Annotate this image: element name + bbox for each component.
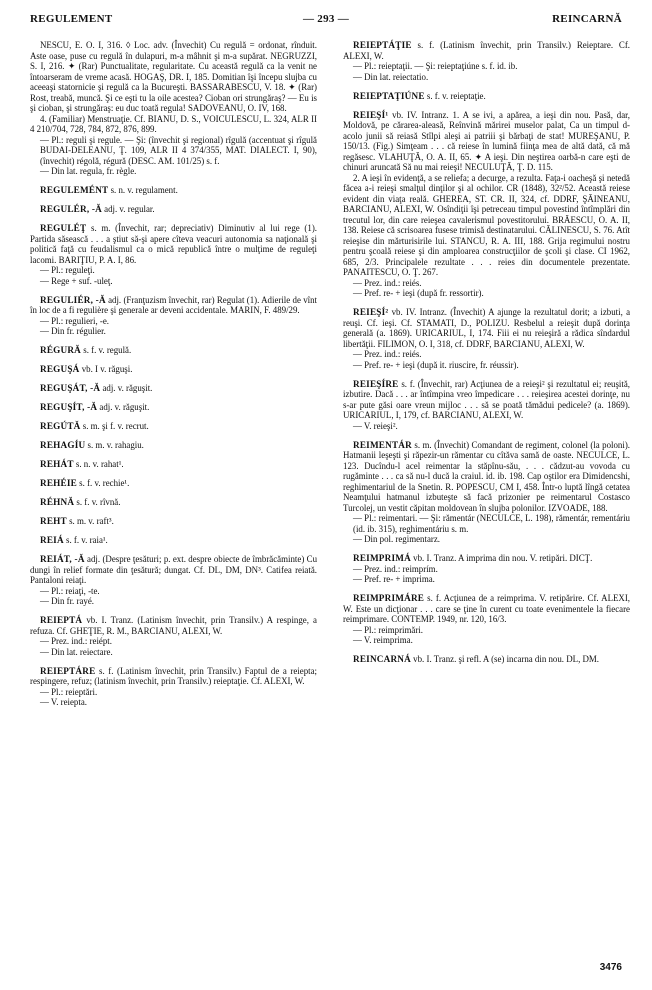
entry-definition-text: adj. (Despre ţesături; p. ext. despre obiecte de îmbrăcăminte) Cu dungi în relief formate din ţesătură; dungat. Cf. DL, DM, DN³. Catifea reiată. Pantaloni reiaţi. xyxy=(30,554,318,585)
entry-grammar-line: — Din fr. régulier. xyxy=(40,326,106,336)
dictionary-entry xyxy=(30,402,317,413)
dictionary-entry xyxy=(30,204,317,215)
entry-headword: REINCARNÁ xyxy=(353,654,411,664)
entry-definition xyxy=(30,383,317,394)
entry-definition-text: s. n. v. regulament. xyxy=(110,185,178,195)
entry-grammar-line: — Pl.: reimprimări. xyxy=(353,624,424,635)
entry-grammar-line: — Pl.: reguleţi. xyxy=(40,265,95,275)
dictionary-entry xyxy=(30,478,317,489)
entry-definition-text: s. f. (Latinism învechit, prin Transilv.) Reieptare. Cf. ALEXI, W. xyxy=(343,40,630,61)
dictionary-entry xyxy=(30,295,317,337)
entry-definition xyxy=(30,440,317,451)
entry-grammar-line: — Pref. re- + ieşi (după it. riuscire, fr. réussir). xyxy=(353,359,519,370)
entry-definition-text: vb. IV. Intranz. 1. A se ivi, a apărea, a ieşi din nou. Pasă, dar, Moldovă, pe cărarea-aleasă, Reînvină mărirei muselor palat, Ca un timpul d-acolo junii să reiasă Stîlpi aleşi ai patriii şi bărbaţi de stat! MUREŞANU, P. 150/13. (Fig.) Simţeam . . . că reiese în lumină fiinţa mea de altă dată, că mă regăsesc. VLAHUŢĂ, O. A. II, 65. ✦ A ieşi. Din neştirea oarbă-n care eşti de chinuri aruncată Să nu mai reieşi! NECULUŢĂ, Ţ. D. 115. xyxy=(343,109,630,172)
entry-definition-text: s. m. v. raft³. xyxy=(69,516,114,526)
entry-definition-text: s. n. v. rahat¹. xyxy=(75,459,124,469)
entry-definition-text: adj. v. răguşit. xyxy=(102,383,153,393)
entry-headword: REIEPTÁ xyxy=(40,615,83,625)
entry-headword: REHT xyxy=(40,516,67,526)
entry-grammar-line: — Pl.: reimentari. — Şi: rămentár (NECULCE, L. 198), rămentár, rementáriu (id. ib. 315), reghimentáriu s. m. xyxy=(353,513,630,534)
entry-grammar-line: — Prez. ind.: reiés. xyxy=(353,277,422,288)
entry-headword: REIEPTÁRE xyxy=(40,665,96,676)
running-header xyxy=(30,7,622,27)
entry-definition xyxy=(30,364,317,375)
entry-definition xyxy=(343,553,630,564)
entry-definition xyxy=(30,516,317,527)
dictionary-entry xyxy=(343,307,630,370)
entry-definition-text: 4. (Familiar) Menstruaţie. Cf. BIANU, D. S., VOICULESCU, L. 324, ALR II 4 210/704, 728, 784, 872, 876, 899. xyxy=(30,113,317,134)
entry-definition xyxy=(30,345,317,356)
entry-definition-text: adj. v. răguşit. xyxy=(99,402,150,412)
entry-definition xyxy=(30,185,317,196)
entry-definition-text: s. m. v. rahagiu. xyxy=(87,440,144,450)
entry-definition-text: adj. v. regular. xyxy=(104,204,155,214)
dictionary-entry xyxy=(30,497,317,508)
entry-headword: REIEŞÍ¹ xyxy=(353,109,389,120)
entry-definition xyxy=(30,497,317,508)
header-left-guideword: REGULEMENT xyxy=(30,13,113,25)
entry-definition-text: s. f. (Latinism învechit, prin Transilv.) Faptul de a reiepta; respingere, refuz; (latinism învechit, prin Transilv.) reieptaţie. Cf. ALEXI, W. xyxy=(30,665,318,686)
entry-definition xyxy=(343,440,630,514)
entry-definition-text: vb. I. Tranz. (Latinism învechit, prin Transilv.) A respinge, a refuza. Cf. GHEŢIE, R. M., BARCIANU, ALEXI, W. xyxy=(30,615,317,636)
entry-definition-text: NESCU, E. O. I, 316. ◊ Loc. adv. (Învechit) Cu regulă = ordonat, rînduit. Aste oase, puse cu regulă în dulapuri, m-a mâhnit şi m-a supărat. NEGRUZZI, S. I, 216. ✦ (Rar) Punctualitate, regularitate. Cu această regulă ca la venit ne întoarseram de vreme acasă. HOGAŞ, DR. I, 185. Domitian îşi începu slujba cu aceeaşi statornicie şi regulă ca la Bucureşti. BASSARABESCU, V. 18. ✦ (Rar) Rost, treabă, muncă. Şi ce eşti tu la oile acestea? Cioban ori strungăraş? — Eu is şi cioban, şi strungăraş: eu duc toată regula! SADOVEANU, O. IV, 168. xyxy=(30,40,317,113)
dictionary-entry xyxy=(343,654,630,665)
entry-definition-text: vb. I. Tranz. A imprima din nou. V. retipări. DICŢ. xyxy=(413,553,593,563)
entry-definition-text: s. f. v. rîvnă. xyxy=(76,497,121,507)
entry-headword: REGUŞÁT, -Ă xyxy=(40,383,101,393)
entry-headword: REGULIÉR, -Ă xyxy=(40,294,106,305)
entry-grammar-line: — Pl.: reguli şi regule. — Şi: (învechit şi regional) rîgulă (accentuat şi rîgulă BUDAI-DELEANU, Ţ. 109, ALR II 4 374/355, MAT. DIALECT. I, 90), (învechit) régolă, régură (DESC. AM. 101/25) s. f. xyxy=(40,134,317,166)
entry-definition xyxy=(343,91,630,102)
dictionary-entry xyxy=(343,91,630,102)
entry-definition-text: s. m. (Învechit) Comandant de regiment, colonel (la poloni). Hatmanii leşeşti şi răpezir-un rămentar cu cîtăva samă de oaste. NECULCE, L. 123. Ducîndu-l acel reimentar la stăpînu-său, . . . cădzut-au vovoda cu rugăminte . . . ca să nu-l ducă la craiul. id. ib. 198. Cap oştilor era Dimidencshi, reghimentariul de la Snetin. R. POPESCU, CM I, 458. Într-o luptă lîngă cetatea Neamţului hatmanul izbuteşte să facă prizonier pe reimentarul Costasco Turcolej, un vestit căpitan moldovean în slujba polonilor. IZVOADE, 188. xyxy=(343,439,631,513)
entry-definition-text: vb. I. Tranz. şi refl. A (se) incarna din nou. DL, DM. xyxy=(413,654,600,664)
entry-grammar-line: — V. reiepta. xyxy=(40,697,87,707)
dictionary-entry xyxy=(343,593,630,646)
entry-definition xyxy=(343,40,630,61)
entry-headword: REIÁ xyxy=(40,535,64,545)
entry-headword: REIMPRIMÁ xyxy=(353,553,411,563)
entry-headword: REGÚTĂ xyxy=(40,421,81,431)
dictionary-entry xyxy=(30,615,317,657)
entry-headword: REIÁT, -Ă xyxy=(40,554,85,564)
dictionary-entry xyxy=(343,40,630,82)
entry-definition-text: s. f. v. reieptaţie. xyxy=(426,90,486,101)
entry-headword: RÉGURĂ xyxy=(40,345,82,355)
entry-definition xyxy=(30,535,317,546)
entry-grammar-line: — Pref. re- + imprima. xyxy=(353,574,435,584)
entry-definition xyxy=(30,295,317,316)
entry-grammar-line: — Pref. re- + ieşi (după fr. ressortir). xyxy=(353,288,484,298)
entry-headword: REHAGÍU xyxy=(40,440,86,450)
entry-grammar-line: — Prez. ind.: reiépt. xyxy=(40,636,112,646)
entry-headword: REIEPTAŢIÚNE xyxy=(353,90,425,101)
entry-definition xyxy=(30,421,317,432)
entry-definition xyxy=(343,593,630,625)
entry-grammar-line: — Rege + suf. -uleţ. xyxy=(40,275,113,286)
entry-definition-text: s. m. şi f. v. recrut. xyxy=(82,421,149,431)
entry-headword: REGUŞÍT, -Ă xyxy=(40,402,98,412)
entry-definition xyxy=(30,615,317,636)
entry-definition-text: s. f. Acţiunea de a reimprima. V. retipărire. Cf. ALEXI, W. Este un dicţionar . . . care se ţine în curent cu toate evenimentele la fiecare reimprimare. CONTEMP. 1949, nr. 120, 16/3. xyxy=(343,593,631,624)
dictionary-entry xyxy=(30,364,317,375)
dictionary-entry xyxy=(30,554,317,607)
dictionary-entry xyxy=(343,440,630,545)
entry-grammar-line: — Pl.: reieptări. xyxy=(40,686,98,697)
entry-headword: REIMENTÁR xyxy=(353,439,412,450)
entry-grammar-line: — Pl.: regulieri, -e. xyxy=(40,315,110,326)
entry-grammar-line: — Din fr. rayé. xyxy=(40,596,94,606)
entry-grammar-line: — Din lat. reiectare. xyxy=(40,646,113,657)
entry-definition xyxy=(30,114,317,135)
dictionary-entry xyxy=(30,666,317,708)
entry-grammar-line: — Prez. ind.: reiés. xyxy=(353,349,422,359)
entry-grammar-line: — V. reieşi². xyxy=(353,420,398,431)
entry-definition xyxy=(343,307,630,349)
entry-definition-text: s. f. v. rechie¹. xyxy=(79,478,130,488)
entry-grammar-line: — Pl.: reieptaţii. — Şi: reieptaţiúne s. f. id. ib. xyxy=(353,61,518,71)
entry-headword: REGULEMÉNT xyxy=(40,185,109,195)
entry-headword: REIEPTÁŢIE xyxy=(353,40,412,50)
entry-definition xyxy=(30,478,317,489)
entry-headword: REIEŞÍRE xyxy=(353,378,399,389)
dictionary-entry xyxy=(30,440,317,451)
entry-headword: REIMPRIMÁRE xyxy=(353,593,425,603)
entry-definition-text: vb. I v. răguşi. xyxy=(81,364,133,374)
dictionary-entry xyxy=(30,345,317,356)
entry-headword: REIEŞÍ² xyxy=(353,307,389,317)
dictionary-entry xyxy=(30,185,317,196)
entry-grammar-line: — Prez. ind.: reimprím. xyxy=(353,563,438,574)
entry-definition xyxy=(343,379,630,421)
entry-definition-text: vb. IV. Intranz. (Învechit) A ajunge la rezultatul dorit; a izbuti, a reuşi. Cf. ieşi. Cf. STAMATI, D., POLIZU. Resbelul a reieşit după dorinţa generală (a. 1869). URICARIUL, I, 174. Fiii ei nu reieşiră a rădica sîndardul libertăţii. FILIMON, O. I, 318, cf. DDRF, BARCIANU, ALEXI, W. xyxy=(343,307,631,349)
entry-headword: REHÉIE xyxy=(40,478,77,488)
entry-headword: REGULÉŢ xyxy=(40,223,87,233)
entry-headword: REGUŞÁ xyxy=(40,364,80,374)
dictionary-entry xyxy=(30,535,317,546)
entry-definition-text: s. m. (Învechit, rar; depreciativ) Diminutiv al lui rege (1). Partida săsească . . . a ştiut să-şi apere cîteva veacuri autonomia sa naţională şi politică faţă cu feudalismul ca o mică republică între o mulţime de reguleţi lacomi. BARIŢIU, P. A. I, 86. xyxy=(30,223,318,265)
dictionary-entry xyxy=(30,383,317,394)
entry-definition xyxy=(30,40,317,114)
right-column xyxy=(343,40,630,665)
left-column xyxy=(30,40,317,708)
entry-definition xyxy=(30,459,317,470)
entry-definition xyxy=(30,223,317,265)
entry-headword: REHÁT xyxy=(40,459,74,469)
entry-definition xyxy=(343,110,630,173)
footer-page-number: 3476 xyxy=(599,962,622,973)
dictionary-entry xyxy=(30,223,317,286)
dictionary-entry xyxy=(30,516,317,527)
dictionary-entry xyxy=(30,421,317,432)
header-right-guideword: REINCARNĂ xyxy=(552,13,622,25)
entry-definition-text: s. f. (Învechit, rar) Acţiunea de a reieşi² şi rezultatul ei; reuşită, izbutire. Dacă . . . ar întîmpina vreo împedicare . . . reieşirea acestei dorinţe, nu s-ar pute găsi oare vreun mijloc . . . să se poată tămădui pedicele? (a. 1869). URICARIUL, I, 179, cf. BARCIANU, ALEXI, W. xyxy=(343,378,630,420)
entry-definition xyxy=(30,204,317,215)
entry-definition-text: adj. (Franţuzism învechit, rar) Regulat (1). Adierile de vînt în loc de a fi regulière şi generale ar deveni accidentale. MARIN, F. 489/29. xyxy=(30,294,317,315)
entry-grammar-line: — Din lat. reiectatio. xyxy=(353,71,429,82)
dictionary-entry xyxy=(343,553,630,585)
entry-grammar-line: — V. reimprima. xyxy=(353,635,413,645)
entry-definition xyxy=(30,554,317,586)
entry-grammar-line: — Din pol. regimentarz. xyxy=(353,534,440,544)
dictionary-entry xyxy=(30,459,317,470)
dictionary-entry xyxy=(30,40,317,177)
entry-headword: REGULÉR, -Ă xyxy=(40,204,102,214)
entry-grammar-line: — Pl.: reiaţi, -te. xyxy=(40,585,100,596)
entry-grammar-line: — Din lat. regula, fr. règle. xyxy=(40,166,137,176)
dictionary-entry xyxy=(343,379,630,432)
dictionary-entry xyxy=(343,110,630,299)
entry-headword: RÉHNĂ xyxy=(40,497,75,507)
entry-definition xyxy=(343,654,630,665)
entry-definition xyxy=(30,666,317,687)
entry-definition-text: s. f. v. raia¹. xyxy=(66,535,108,545)
entry-definition-text: 2. A ieşi în evidenţă, a se reliefa; a decurge, a rezulta. Faţa-i oacheşă şi netedă făcea a-i reieşi smalţul dinţilor şi al ochilor. CR (1848), 32²/52. Această reiese evident din viaţa reală. GHEREA, ST. CR. II, 324, cf. DDRF, ŞĂINEANU, BARCIANU, ALEXI, W. Osîndiţii îşi petreceau timpul povestind întîmplări din trecutul lor, din care reieşea cavalerismul povestitorului. BRĂESCU, O. A. II, 138. Reiese că scrisoarea fusese trimisă destinatarului. CĂLINESCU, S. 76. Atît reieşise din mărturisirile lui. STANCU, R. A. III, 188. Grija regimului nostru pentru şcoală reiese şi din amploarea construcţiilor de şcoli şi clase. CI 1962, 685, 2/3. Principalele rezultate . . . reies din documentele prezentate. PANAITESCU, O. Ţ. 267. xyxy=(343,172,630,277)
entry-definition-text: s. f. v. regulă. xyxy=(83,345,132,355)
entry-definition xyxy=(30,402,317,413)
header-page-number: — 293 — xyxy=(302,13,350,25)
entry-definition xyxy=(343,173,630,278)
